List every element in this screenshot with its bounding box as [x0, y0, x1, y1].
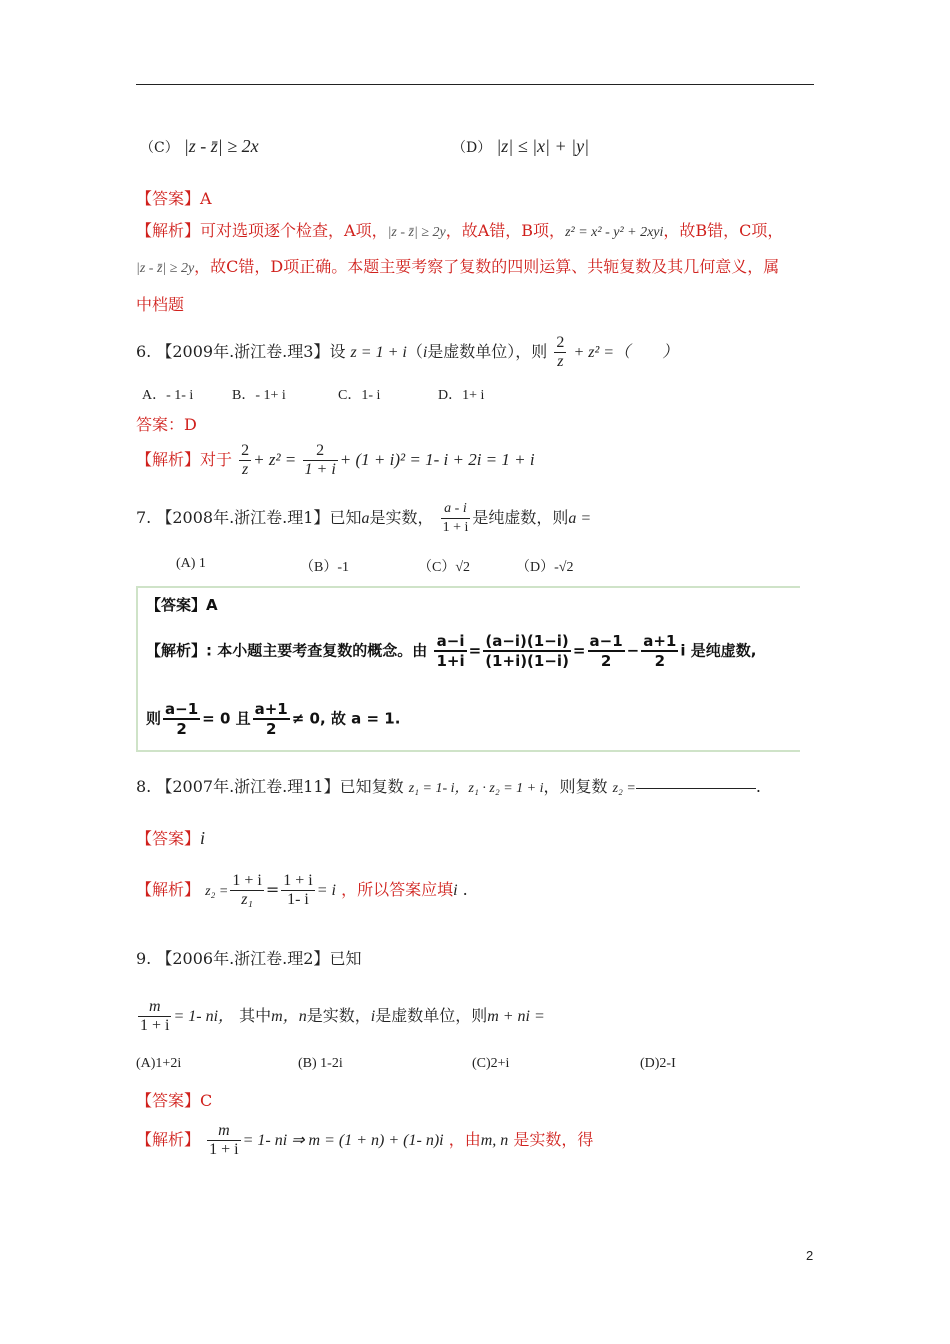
q9-option-d: (D)2-I [640, 1056, 676, 1071]
q5-analysis-text1: 可对选项逐个检查，A项， [200, 221, 388, 240]
q8-analysis-frac2 [281, 872, 314, 909]
q7-box-frac3 [588, 632, 625, 670]
q9-analysis-text1: ，由 [448, 1130, 481, 1149]
q7-stem-fraction [441, 500, 471, 537]
q6-stem-text1: 设 [329, 342, 346, 361]
q9-analysis-frac-num: m [218, 1122, 230, 1139]
q6-analysis-frac1 [239, 442, 251, 479]
q9-answer-value: C [200, 1091, 213, 1110]
q8-analysis-frac1 [230, 872, 263, 909]
q7-box-frac5 [163, 700, 200, 738]
q9-option-b: (B) 1-2i [298, 1056, 343, 1071]
q7-box-answer: 【答案】A [146, 596, 218, 614]
q7-frac-den: 1 + i [442, 520, 469, 535]
q6-source: 【2009年.浙江卷.理3】 [156, 342, 330, 361]
q8-answer-blank [636, 787, 756, 789]
q9-answer [136, 1088, 212, 1111]
q5-option-c-expr: |z - z̄| ≥ 2x [183, 136, 259, 156]
q7-box-frac5-num: a−1 [165, 700, 199, 718]
q7-box-line3 [146, 700, 400, 738]
q5-analysis-text3: ，故B错，C项， [663, 221, 784, 240]
q9-stem-text1: 已知 [329, 949, 362, 968]
q6-analysis-text1: 对于 [200, 450, 233, 469]
q6-stem [136, 334, 678, 371]
q5-analysis-expr2: z² = x² - y² + 2xyi [565, 225, 664, 240]
q9-analysis-frac-den: 1 + i [209, 1141, 239, 1158]
q7-box-frac5-den: 2 [163, 718, 200, 738]
q6-option-d: D．1+ i [438, 388, 485, 403]
q6-analysis-tag: 【解析】 [136, 450, 201, 469]
q9-option-c: (C)2+i [472, 1056, 510, 1071]
q7-box-frac2 [483, 632, 571, 670]
q6-number: 6. [136, 342, 152, 361]
q9-stem-line2 [136, 998, 545, 1035]
q9-stem-fraction [138, 998, 171, 1035]
q6-analysis-frac2-den: 1 + i [304, 461, 336, 478]
q9-analysis-expr: = 1- ni ⇒ m = (1 + n) + (1- n)i [242, 1132, 444, 1149]
q8-stem-expr2: ，z₁ · z₂ = 1 + i [454, 781, 544, 796]
q7-box-line3-text1: 则 [146, 709, 162, 728]
q8-stem [136, 774, 761, 797]
q8-analysis-text1: ，所以答案应填 [341, 880, 454, 899]
q9-option-a: (A)1+2i [136, 1056, 182, 1071]
q8-stem-end: . [755, 777, 761, 796]
q5-option-d-expr: |z| ≤ |x| + |y| [496, 136, 590, 156]
q9-stem-text2: 其中 [239, 1006, 272, 1025]
q6-stem-fraction [554, 334, 566, 371]
q5-answer-value: A [200, 189, 212, 208]
q6-option-b: B．- 1+ i [232, 388, 286, 403]
q5-option-c-label: （C） [140, 140, 179, 156]
q6-frac-den: z [554, 352, 566, 371]
q8-answer [136, 826, 205, 849]
q7-stem-text3: 是纯虚数，则 [472, 508, 569, 527]
q7-stem [136, 500, 591, 537]
q6-stem-text2: （ [406, 342, 423, 361]
q8-analysis-frac1-num: 1 + i [232, 872, 262, 889]
q5-analysis-line2 [136, 254, 779, 277]
q7-box-frac1-num: a−i [436, 632, 465, 650]
q6-analysis-frac1-den: z [239, 460, 251, 479]
q6-stem-expr: z = 1 + i [350, 344, 407, 361]
q5-analysis-text2: ，故A错，B项， [445, 221, 566, 240]
q9-analysis [136, 1122, 593, 1159]
q7-box-frac6-num: a+1 [254, 700, 288, 718]
q7-stem-text2: 是实数， [369, 508, 434, 527]
q8-analysis-end: . [462, 880, 468, 899]
q6-analysis-frac1-num: 2 [241, 442, 250, 459]
q5-answer-tag: 【答案】 [136, 189, 201, 208]
q9-analysis-text2: m, n [480, 1132, 509, 1149]
q7-stem-a: a [361, 510, 370, 527]
q8-stem-text1: 已知复数 [339, 777, 404, 796]
q5-analysis-expr1: |z - z̄| ≥ 2y [387, 225, 446, 240]
q8-analysis-expr2: = i [316, 882, 336, 899]
q6-answer: 答案：D [136, 415, 197, 434]
q7-box-frac4 [641, 632, 678, 670]
q9-frac-den: 1 + i [140, 1017, 170, 1034]
q8-analysis-frac2-num: 1 + i [283, 872, 313, 889]
q6-option-a: A．- 1- i [142, 388, 194, 403]
q5-analysis-text4: ，故C错，D项正确。本题主要考察了复数的四则运算、共轭复数及其几何意义，属 [194, 257, 780, 276]
q6-frac-num: 2 [556, 334, 565, 351]
q6-analysis-expr2: + (1 + i)² = 1- i + 2i = 1 + i [339, 450, 535, 469]
q9-stem-text3: m，n [271, 1008, 307, 1025]
q7-box-frac6-den: 2 [253, 718, 290, 738]
q7-frac-num: a - i [444, 501, 467, 516]
q8-analysis-expr1: z₂ = [205, 884, 229, 899]
q6-analysis-frac2 [303, 442, 338, 479]
q7-option-a: (A) 1 [176, 556, 206, 571]
q6-stem-text4: + z² =（ ） [573, 344, 679, 361]
q7-option-d: （D）-√2 [516, 560, 574, 575]
q9-analysis-tag: 【解析】 [136, 1130, 201, 1149]
q9-answer-tag: 【答案】 [136, 1091, 201, 1110]
q5-answer [136, 186, 212, 209]
q9-source: 【2006年.浙江卷.理2】 [156, 949, 330, 968]
q7-box-line3-text3: ≠ 0, 故 a = 1. [291, 709, 401, 728]
q7-box-frac4-den: 2 [641, 650, 678, 670]
q5-option-c [140, 136, 259, 157]
q8-stem-expr3: z₂ = [612, 781, 636, 796]
q7-box-frac2-den: (1+i)(1−i) [485, 652, 569, 670]
q8-analysis-tag: 【解析】 [136, 880, 201, 899]
q6-analysis [136, 442, 535, 479]
q7-box-frac1-den: 1+i [436, 652, 465, 670]
q8-answer-tag: 【答案】 [136, 829, 201, 848]
q9-frac-num: m [148, 998, 161, 1015]
q6-analysis-frac2-num: 2 [316, 442, 325, 459]
q8-analysis-i: i [453, 882, 458, 899]
q8-number: 8. [136, 777, 152, 796]
q5-analysis-line1 [136, 218, 783, 241]
q6-stem-i: i [422, 344, 428, 361]
q8-stem-expr1: z₁ = 1- i [408, 781, 455, 796]
q5-analysis-text5: 中档题 [136, 295, 185, 314]
q9-stem-text4: 是实数， [306, 1006, 371, 1025]
q5-option-d-label: （D） [452, 140, 492, 156]
q9-stem-text7: m + ni = [487, 1008, 545, 1025]
q5-analysis-expr3: |z - z̄| ≥ 2y [136, 261, 195, 276]
q7-box-analysis-text1: 【解析】: 本小题主要考查复数的概念。由 [146, 641, 428, 660]
q7-stem-text4: a = [568, 510, 592, 527]
q8-analysis: 【解析】 z₂ = $\frac{1 + i}{\text{z₁}}$ = $\frac{1 + i}{1- i}$ = i ，所以答案应填i . [136, 872, 468, 908]
q5-analysis-line3 [136, 292, 184, 315]
q7-box-frac1 [434, 632, 466, 670]
q6-option-c: C．1- i [338, 388, 381, 403]
q5-analysis-tag: 【解析】 [136, 221, 201, 240]
q8-stem-text2: ，则复数 [543, 777, 608, 796]
q9-stem-text6: 是虚数单位，则 [375, 1006, 488, 1025]
q7-source: 【2008年.浙江卷.理1】 [156, 508, 330, 527]
q9-stem-expr: = 1- ni， [173, 1008, 235, 1025]
header-rule [136, 84, 814, 85]
q7-box-frac4-num: a+1 [643, 632, 677, 650]
q7-box-frac6 [253, 700, 290, 738]
q7-box-frac2-num: (a−i)(1−i) [485, 632, 569, 650]
q6-stem-text3: 是虚数单位），则 [427, 342, 548, 361]
q7-box-analysis: 【解析】: 本小题主要考查复数的概念。由 $\frac{a-i}{1+i}$ = $\frac{(a-i)(1-i)}{(1+i)(1-i)}$ = $\frac{a-1}{2}$ − $\frac{a+1}{2}$ i 是纯虚数, [146, 632, 757, 670]
q9-analysis-text3: 是实数，得 [513, 1130, 594, 1149]
q7-option-b: （B）-1 [300, 560, 349, 575]
q5-option-d [452, 136, 589, 157]
q7-box-analysis-text2: i 是纯虚数, [680, 641, 757, 660]
q7-box-frac3-den: 2 [588, 650, 625, 670]
q7-box-line3-text2: = 0 且 [202, 709, 251, 728]
q7-box-frac3-num: a−1 [589, 632, 623, 650]
q8-answer-value: i [200, 828, 206, 848]
q9-number: 9. [136, 949, 152, 968]
q9-stem-text5: i [370, 1008, 376, 1025]
q6-analysis-expr1: + z² = [253, 450, 301, 469]
q9-stem [136, 946, 361, 969]
q7-option-c: （C）√2 [418, 560, 471, 575]
q8-analysis-frac1-den: z₁ [230, 890, 263, 909]
page-number: 2 [806, 1248, 814, 1263]
q8-source: 【2007年.浙江卷.理11】 [156, 777, 340, 796]
q8-analysis-frac2-den: 1- i [281, 890, 314, 909]
q7-stem-text1: 已知 [329, 508, 362, 527]
q7-number: 7. [136, 508, 152, 527]
q9-analysis-fraction [207, 1122, 240, 1159]
